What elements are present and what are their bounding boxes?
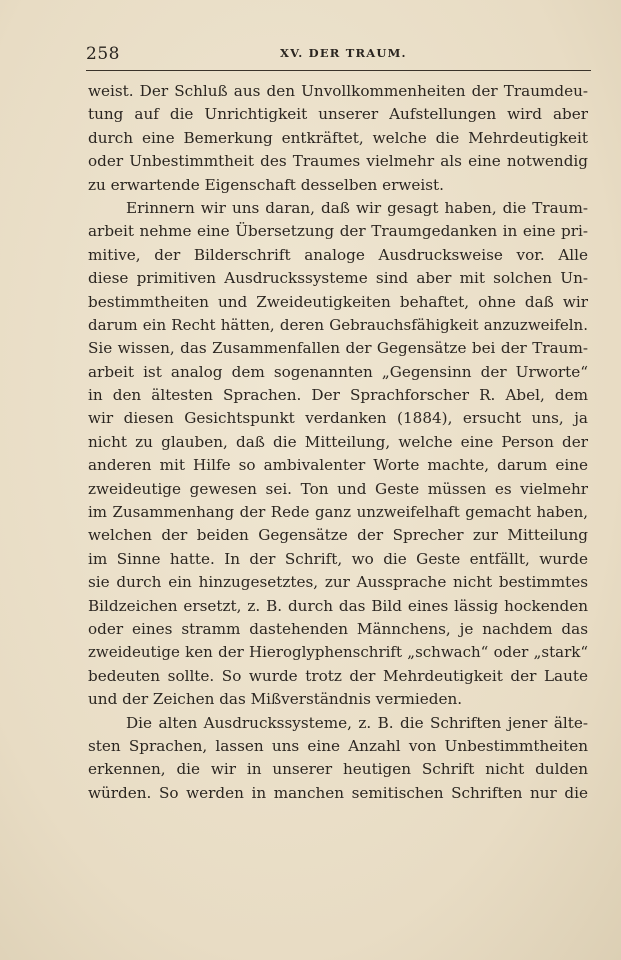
page-header [86, 42, 591, 66]
body-text [88, 80, 588, 805]
text-line: durch eine Bemerkung entkräftet, welche die Mehrdeutigkeit [88, 128, 588, 147]
text-line: darum ein Recht hätten, deren Gebrauchsfähigkeit anzuzweifeln. [88, 315, 588, 334]
text-line: arbeit ist analog dem sogenannten „Gegensinn der Urworte“ [88, 362, 588, 381]
text-line: in den ältesten Sprachen. Der Sprachforscher R. Abel, dem [88, 386, 588, 405]
text-line: erkennen, die wir in unserer heutigen Schrift nicht dulden [88, 760, 588, 779]
text-line: sie durch ein hinzugesetztes, zur Aussprache nicht bestimmtes [88, 573, 588, 592]
text-line: bedeuten sollte. So wurde trotz der Mehrdeutigkeit der Laute [88, 666, 588, 685]
text-line: Erinnern wir uns daran, daß wir gesagt haben, die Traum- [126, 198, 588, 217]
text-line: zweideutige gewesen sei. Ton und Geste müssen es vielmehr [88, 479, 588, 498]
text-line: mitive, der Bilderschrift analoge Ausdrucksweise vor. Alle [88, 245, 588, 264]
text-line: im Sinne hatte. In der Schrift, wo die Geste entfällt, wurde [88, 549, 588, 568]
text-line: und der Zeichen das Mißverständnis vermieden. [88, 690, 463, 709]
text-line: diese primitiven Ausdruckssysteme sind aber mit solchen Un- [88, 269, 588, 288]
text-line: tung auf die Unrichtigkeit unserer Aufstellungen wird aber [88, 105, 588, 124]
text-line: im Zusammenhang der Rede ganz unzweifelhaft gemacht haben, [88, 503, 588, 522]
text-line: Bildzeichen ersetzt, z. B. durch das Bild eines lässig hockenden [88, 596, 588, 615]
text-line: Die alten Ausdruckssysteme, z. B. die Schriften jener älte- [126, 713, 588, 732]
text-line: arbeit nehme eine Übersetzung der Traumgedanken in eine pri- [88, 222, 588, 241]
text-line: oder Unbestimmtheit des Traumes vielmehr als eine notwendig [88, 152, 588, 171]
text-line: weist. Der Schluß aus den Unvollkommenheiten der Traumdeu- [88, 82, 588, 100]
text-line: nicht zu glauben, daß die Mitteilung, welche eine Person der [88, 432, 588, 451]
text-line: bestimmtheiten und Zweideutigkeiten behaftet, ohne daß wir [88, 292, 588, 311]
text-line: oder eines stramm dastehenden Männchens, je nachdem das [88, 619, 588, 638]
text-line: zweideutige ken der Hieroglyphenschrift „schwach“ oder „stark“ [88, 643, 588, 662]
text-line: würden. So werden in manchen semitischen Schriften nur die [88, 783, 588, 802]
text-line: welchen der beiden Gegensätze der Sprecher zur Mitteilung [88, 526, 588, 545]
text-line: anderen mit Hilfe so ambivalenter Worte machte, darum eine [88, 456, 588, 475]
running-head: XV. DER TRAUM. [280, 46, 407, 60]
page-number: 258 [86, 44, 120, 64]
text-line: sten Sprachen, lassen uns eine Anzahl von Unbestimmtheiten [88, 736, 588, 755]
text-line: wir diesen Gesichtspunkt verdanken (1884), ersucht uns, ja [88, 409, 588, 428]
text-line: Sie wissen, das Zusammenfallen der Gegensätze bei der Traum- [88, 339, 588, 358]
header-rule [86, 70, 591, 71]
text-line: zu erwartende Eigenschaft desselben erweist. [88, 175, 444, 194]
